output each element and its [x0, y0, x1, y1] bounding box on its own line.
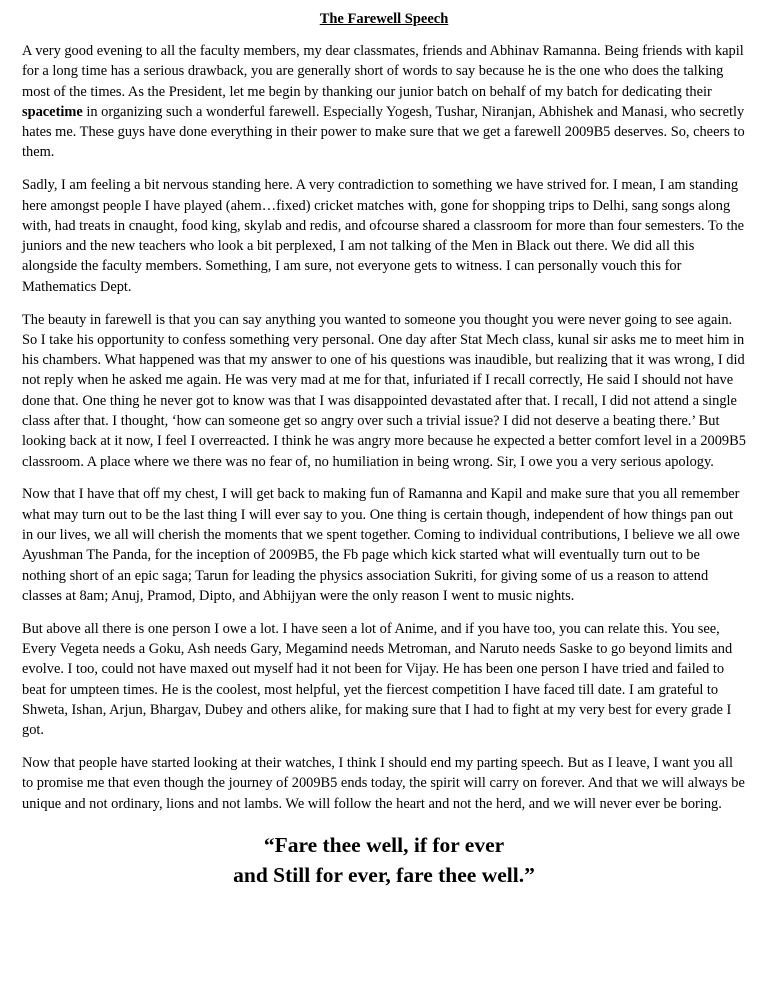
- closing-quote-line-2: and Still for ever, fare thee well.”: [233, 862, 535, 887]
- paragraph-2: Sadly, I am feeling a bit nervous standing here. A very contradiction to something we have strived for. I mean, I am standing here amongst people I have played (ahem…fixed) cricket matches with, gone for shopping trips to Delhi, sang songs along with, had treats in cnaught, food king, skylab and redis, and ofcourse shared a classroom for more than four semesters. To the juniors and the new teachers who look a bit perplexed, I am not talking of the Men in Black out there. We did all this alongside the faculty members. Something, I am sure, not everyone gets to witness. I can personally vouch this for Mathematics Dept.: [22, 177, 745, 295]
- paragraph-4: Now that I have that off my chest, I will get back to making fun of Ramanna and Kapil and make sure that you all remember what may turn out to be the last thing I will ever say to you. One thing is certain though, independent of how things pan out in our lives, we all will cherish the moments that we spent together. Coming to individual contributions, I believe we all owe Ayushman The Panda, for the inception of 2009B5, the Fb page which kick started what will eventually turn out to be nothing short of an epic saga; Tarun for leading the physics association Sukriti, for giving some of us a reason to attend classes at 8am; Anuj, Pramod, Dipto, and Abhijyan were the only reason I went to music nights.: [22, 486, 740, 604]
- paragraph-6: Now that people have started looking at their watches, I think I should end my parting speech. But as I leave, I want you all to promise me that even though the journey of 2009B5 ends today, the spirit will carry on forever. And that we will always be unique and not ordinary, lions and not lambs. We will follow the heart and not the herd, and we will never ever be boring.: [22, 755, 745, 812]
- paragraph-1-text-end: in organizing such a wonderful farewell. Especially Yogesh, Tushar, Niranjan, Abhishek and Manasi, who secretly hates me. These guys have done everything in their power to make sure that we get a farewell 2009B5 deserves. So, cheers to them.: [22, 103, 745, 161]
- paragraph-5: But above all there is one person I owe a lot. I have seen a lot of Anime, and if you have too, you can relate this. You see, Every Vegeta needs a Goku, Ash needs Gary, Megamind needs Metroman, and Naruto needs Saske to go beyond limits and evolve. I too, could not have maxed out myself had it not been for Vijay. He has been one person I have tried and failed to beat for umpteen times. He is the coolest, most helpful, yet the fiercest competition I have faced till date. I am grateful to Shweta, Ishan, Arjun, Bhargav, Dubey and others alike, for making sure that I had to fight at my very best for every grade I got.: [22, 620, 733, 739]
- paragraph-1-text-start: A very good evening to all the faculty members, my dear classmates, friends and Abhinav Ramanna. Being friends with kapil for a long time has a serious drawback, you are generally short of words to say because he is the one who does the talking most of the times. As the President, let me begin by thanking our junior batch on behalf of my batch for dedicating their: [22, 43, 744, 100]
- closing-quote-line-1: “Fare thee well, if for ever: [263, 832, 505, 857]
- document-title: The Farewell Speech: [319, 11, 449, 27]
- paragraph-1: [22, 41, 746, 163]
- paragraph-1-bold-word: spacetime: [22, 103, 83, 120]
- paragraph-3: The beauty in farewell is that you can say anything you wanted to someone you thought you were never going to see again. So I take his opportunity to confess something very personal. One day after Stat Mech class, kunal sir asks me to meet him in his chambers. What happened was that my answer to one of his questions was inaudible, but realizing that it was wrong, I did not reply when he asked me again. He was very mad at me for that, infuriated if I recall correctly, He said I should not have done that. One thing he never got to know was that I was disappointed devastated after that. I recall, I did not attend a single class after that. I thought, ‘how can someone get so angry over such a trivial issue? I did not deserve a beating there.’ But looking back at it now, I feel I overreacted. I think he was angry more because he expected a better comfort level in a 2009B5 classroom. A place where we there was no fear of, no humiliation in being wrong. Sir, I owe you a very serious apology.: [22, 311, 746, 470]
- closing-quote: [22, 830, 746, 890]
